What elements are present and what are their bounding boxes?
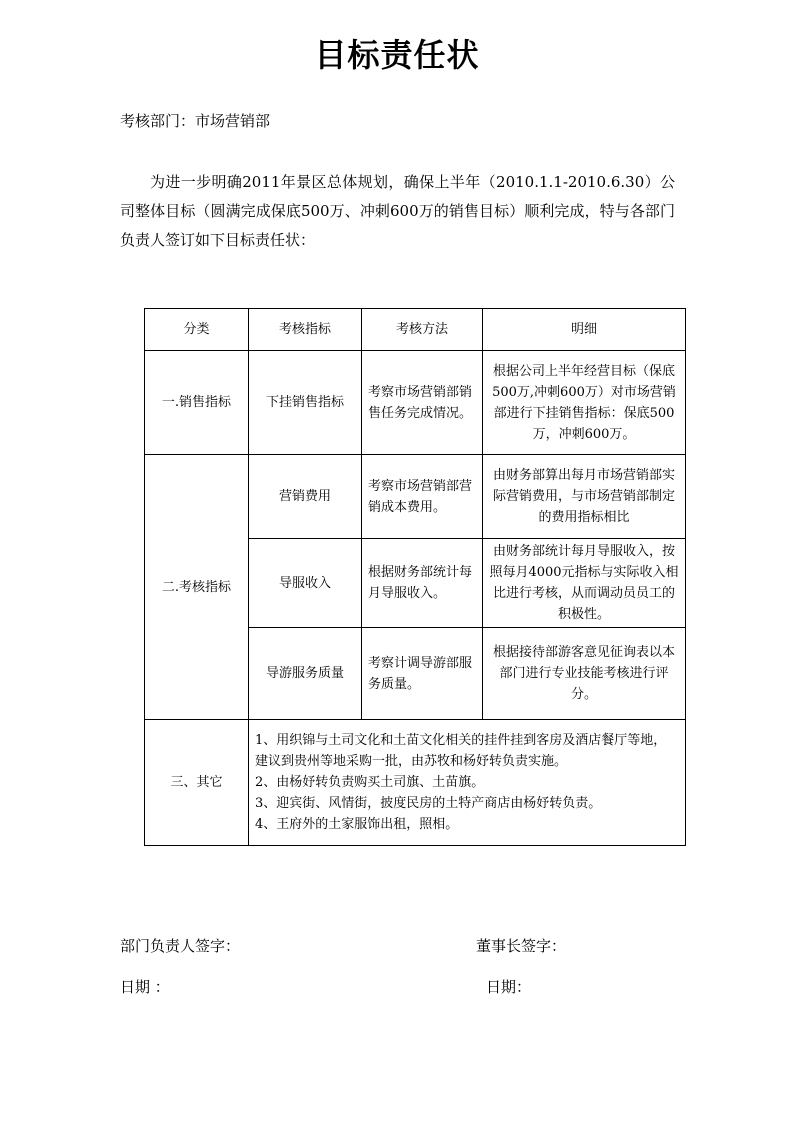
- table-row: [145, 351, 686, 455]
- table-row: [145, 720, 686, 846]
- other-items-cell: [249, 720, 686, 846]
- target-table: [144, 308, 686, 846]
- indicator-cell: 导服收入: [249, 539, 362, 628]
- other-item: 1、用织锦与土司文化和土苗文化相关的挂件挂到客房及酒店餐厅等地，建议到贵州等地采购一批，由苏牧和杨妤转负责实施。: [255, 733, 667, 769]
- category-cell: 一.销售指标: [145, 351, 249, 455]
- category-cell: 三、其它: [145, 720, 249, 846]
- header-method: 考核方法: [362, 309, 483, 351]
- indicator-cell: 导游服务质量: [249, 628, 362, 720]
- header-detail: 明细: [483, 309, 686, 351]
- signature-row: [120, 935, 675, 956]
- detail-cell: 由财务部统计每月导服收入，按照每月4000元指标与实际收入相比进行考核，从而调动员员工的积极性。: [483, 539, 686, 628]
- department-line: 考核部门：市场营销部: [120, 112, 271, 130]
- indicator-cell: 下挂销售指标: [249, 351, 362, 455]
- other-item: 2、由杨妤转负责购买土司旗、土苗旗。: [255, 775, 485, 790]
- method-cell: 考察市场营销部营销成本费用。: [362, 455, 483, 539]
- document-title: 目标责任状: [314, 36, 480, 74]
- other-item: 3、迎宾街、风情街，披度民房的土特产商店由杨妤转负责。: [255, 796, 602, 811]
- date-right-label: 日期：: [486, 978, 532, 996]
- chairman-signature-label: 董事长签字：: [476, 937, 567, 955]
- method-cell: 考察市场营销部销售任务完成情况。: [362, 351, 483, 455]
- date-left-label: 日期 ：: [120, 978, 170, 996]
- date-row: [120, 976, 675, 997]
- detail-cell: 根据公司上半年经营目标（保底500万,冲刺600万）对市场营销部进行下挂销售指标：保底500万，冲刺600万。: [483, 351, 686, 455]
- indicator-cell: 营销费用: [249, 455, 362, 539]
- intro-paragraph: 为进一步明确2011年景区总体规划，确保上半年（2010.1.1-2010.6.30）公司整体目标（圆满完成保底500万、冲刺600万的销售目标）顺利完成，特与各部门负责人签订如下目标责任状：: [120, 173, 675, 249]
- dept-head-signature-label: 部门负责人签字：: [120, 937, 241, 955]
- header-category: 分类: [145, 309, 249, 351]
- method-cell: 根据财务部统计每月导服收入。: [362, 539, 483, 628]
- category-cell: 二.考核指标: [145, 455, 249, 720]
- other-item: 4、王府外的土家服饰出租，照相。: [255, 817, 459, 832]
- table-row: [145, 455, 686, 539]
- header-indicator: 考核指标: [249, 309, 362, 351]
- detail-cell: 由财务部算出每月市场营销部实际营销费用，与市场营销部制定的费用指标相比: [483, 455, 686, 539]
- method-cell: 考察计调导游部服务质量。: [362, 628, 483, 720]
- detail-cell: 根据接待部游客意见征询表以本部门进行专业技能考核进行评分。: [483, 628, 686, 720]
- table-header-row: [145, 309, 686, 351]
